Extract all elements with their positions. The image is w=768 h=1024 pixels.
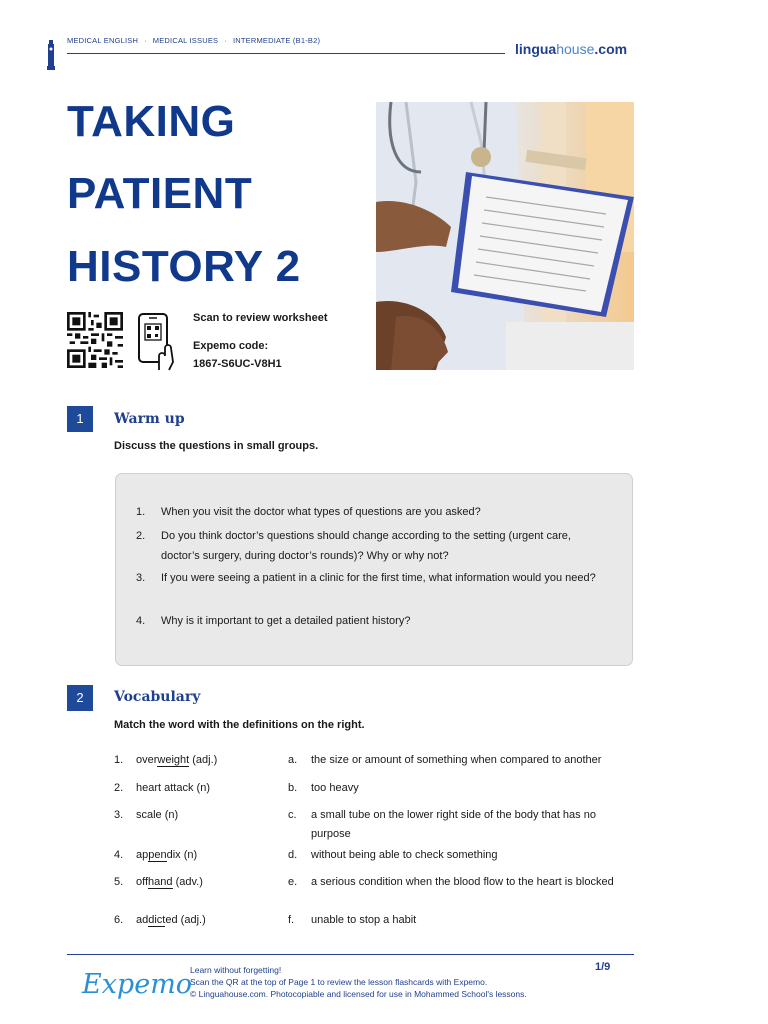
breadcrumb: MEDICAL ENGLISH · MEDICAL ISSUES · INTERMEDIATE (B1-B2) (67, 36, 321, 45)
section-title-warmup: Warm up (114, 411, 185, 427)
brand-logo[interactable]: linguahouse.com (515, 41, 628, 57)
warmup-questions-box (115, 473, 633, 666)
vocab-word: heart attack (n) (136, 782, 210, 794)
page-title-line-2: PATIENT (67, 169, 253, 218)
expemo-code: 1867-S6UC-V8H1 (193, 358, 282, 370)
phone-scan-icon (137, 312, 175, 370)
vocab-definition: unable to stop a habit (311, 914, 417, 926)
definition-letter: a. (288, 754, 298, 766)
page-title-line-1: TAKING (67, 97, 236, 146)
qr-code-icon[interactable] (67, 312, 123, 368)
definition-letter: c. (288, 809, 297, 821)
definition-letter: d. (288, 849, 298, 861)
vocab-number: 2. (114, 782, 124, 794)
vocab-number: 5. (114, 876, 124, 888)
expemo-code-label: Expemo code: (193, 340, 269, 352)
vocab-definition: a serious condition when the blood flow to the heart is blocked (311, 876, 614, 888)
definition-letter: e. (288, 876, 298, 888)
tower-logo-icon (47, 40, 55, 70)
vocab-number: 3. (114, 809, 124, 821)
page-title-line-3: HISTORY 2 (67, 242, 301, 291)
svg-text:Expemo: Expemo (82, 969, 193, 1000)
vocab-number: 1. (114, 754, 124, 766)
footer-tagline: Learn without forgetting! (190, 965, 282, 975)
list-item: 3. If you were seeing a patient in a clinic for the first time, what information would you need? (136, 572, 596, 584)
vocab-word: appendix (n) (136, 849, 198, 861)
definition-letter: b. (288, 782, 298, 794)
section-title-vocabulary: Vocabulary (114, 689, 201, 705)
footer-divider (67, 954, 634, 955)
breadcrumb-item: MEDICAL ENGLISH (67, 36, 139, 45)
vocab-word: offhand (adv.) (136, 876, 203, 888)
footer-copyright: © Linguahouse.com. Photocopiable and licensed for use in Mohammed School's lessons. (190, 989, 527, 999)
vocab-definition: without being able to check something (311, 849, 498, 861)
footer-instruction: Scan the QR at the top of Page 1 to review the lesson flashcards with Expemo. (190, 977, 488, 987)
breadcrumb-item: MEDICAL ISSUES (152, 36, 219, 45)
vocab-number: 4. (114, 849, 124, 861)
header-divider (67, 53, 505, 54)
vocab-word: scale (n) (136, 809, 179, 821)
doctor-clipboard-photo (376, 102, 634, 370)
expemo-logo[interactable] (80, 963, 193, 1007)
warmup-instruction: Discuss the questions in small groups. (114, 440, 319, 452)
vocab-definition: too heavy (311, 782, 359, 794)
list-item: 1. When you visit the doctor what types of questions are you asked? (136, 506, 481, 518)
vocabulary-instruction: Match the word with the definitions on the right. (114, 719, 365, 731)
vocab-word: overweight (adj.) (136, 754, 218, 766)
list-item: 2. Do you think doctor’s questions should change according to the setting (urgent care, doctor’s surgery, during doctor’s rounds)? Why or why not? (136, 530, 571, 562)
definition-letter: f. (288, 914, 295, 926)
breadcrumb-item: INTERMEDIATE (B1-B2) (232, 36, 321, 45)
scan-instruction: Scan to review worksheet (193, 312, 328, 324)
vocab-word: addicted (adj.) (136, 914, 206, 926)
section-number-badge: 2 (67, 685, 93, 711)
list-item: 4. Why is it important to get a detailed patient history? (136, 615, 411, 627)
vocab-definition: the size or amount of something when compared to another (311, 754, 602, 766)
section-number-badge: 1 (67, 406, 93, 432)
page-number: 1/9 (595, 961, 611, 973)
vocab-number: 6. (114, 914, 124, 926)
vocab-definition: a small tube on the lower right side of the body that has no purpose (311, 809, 596, 840)
